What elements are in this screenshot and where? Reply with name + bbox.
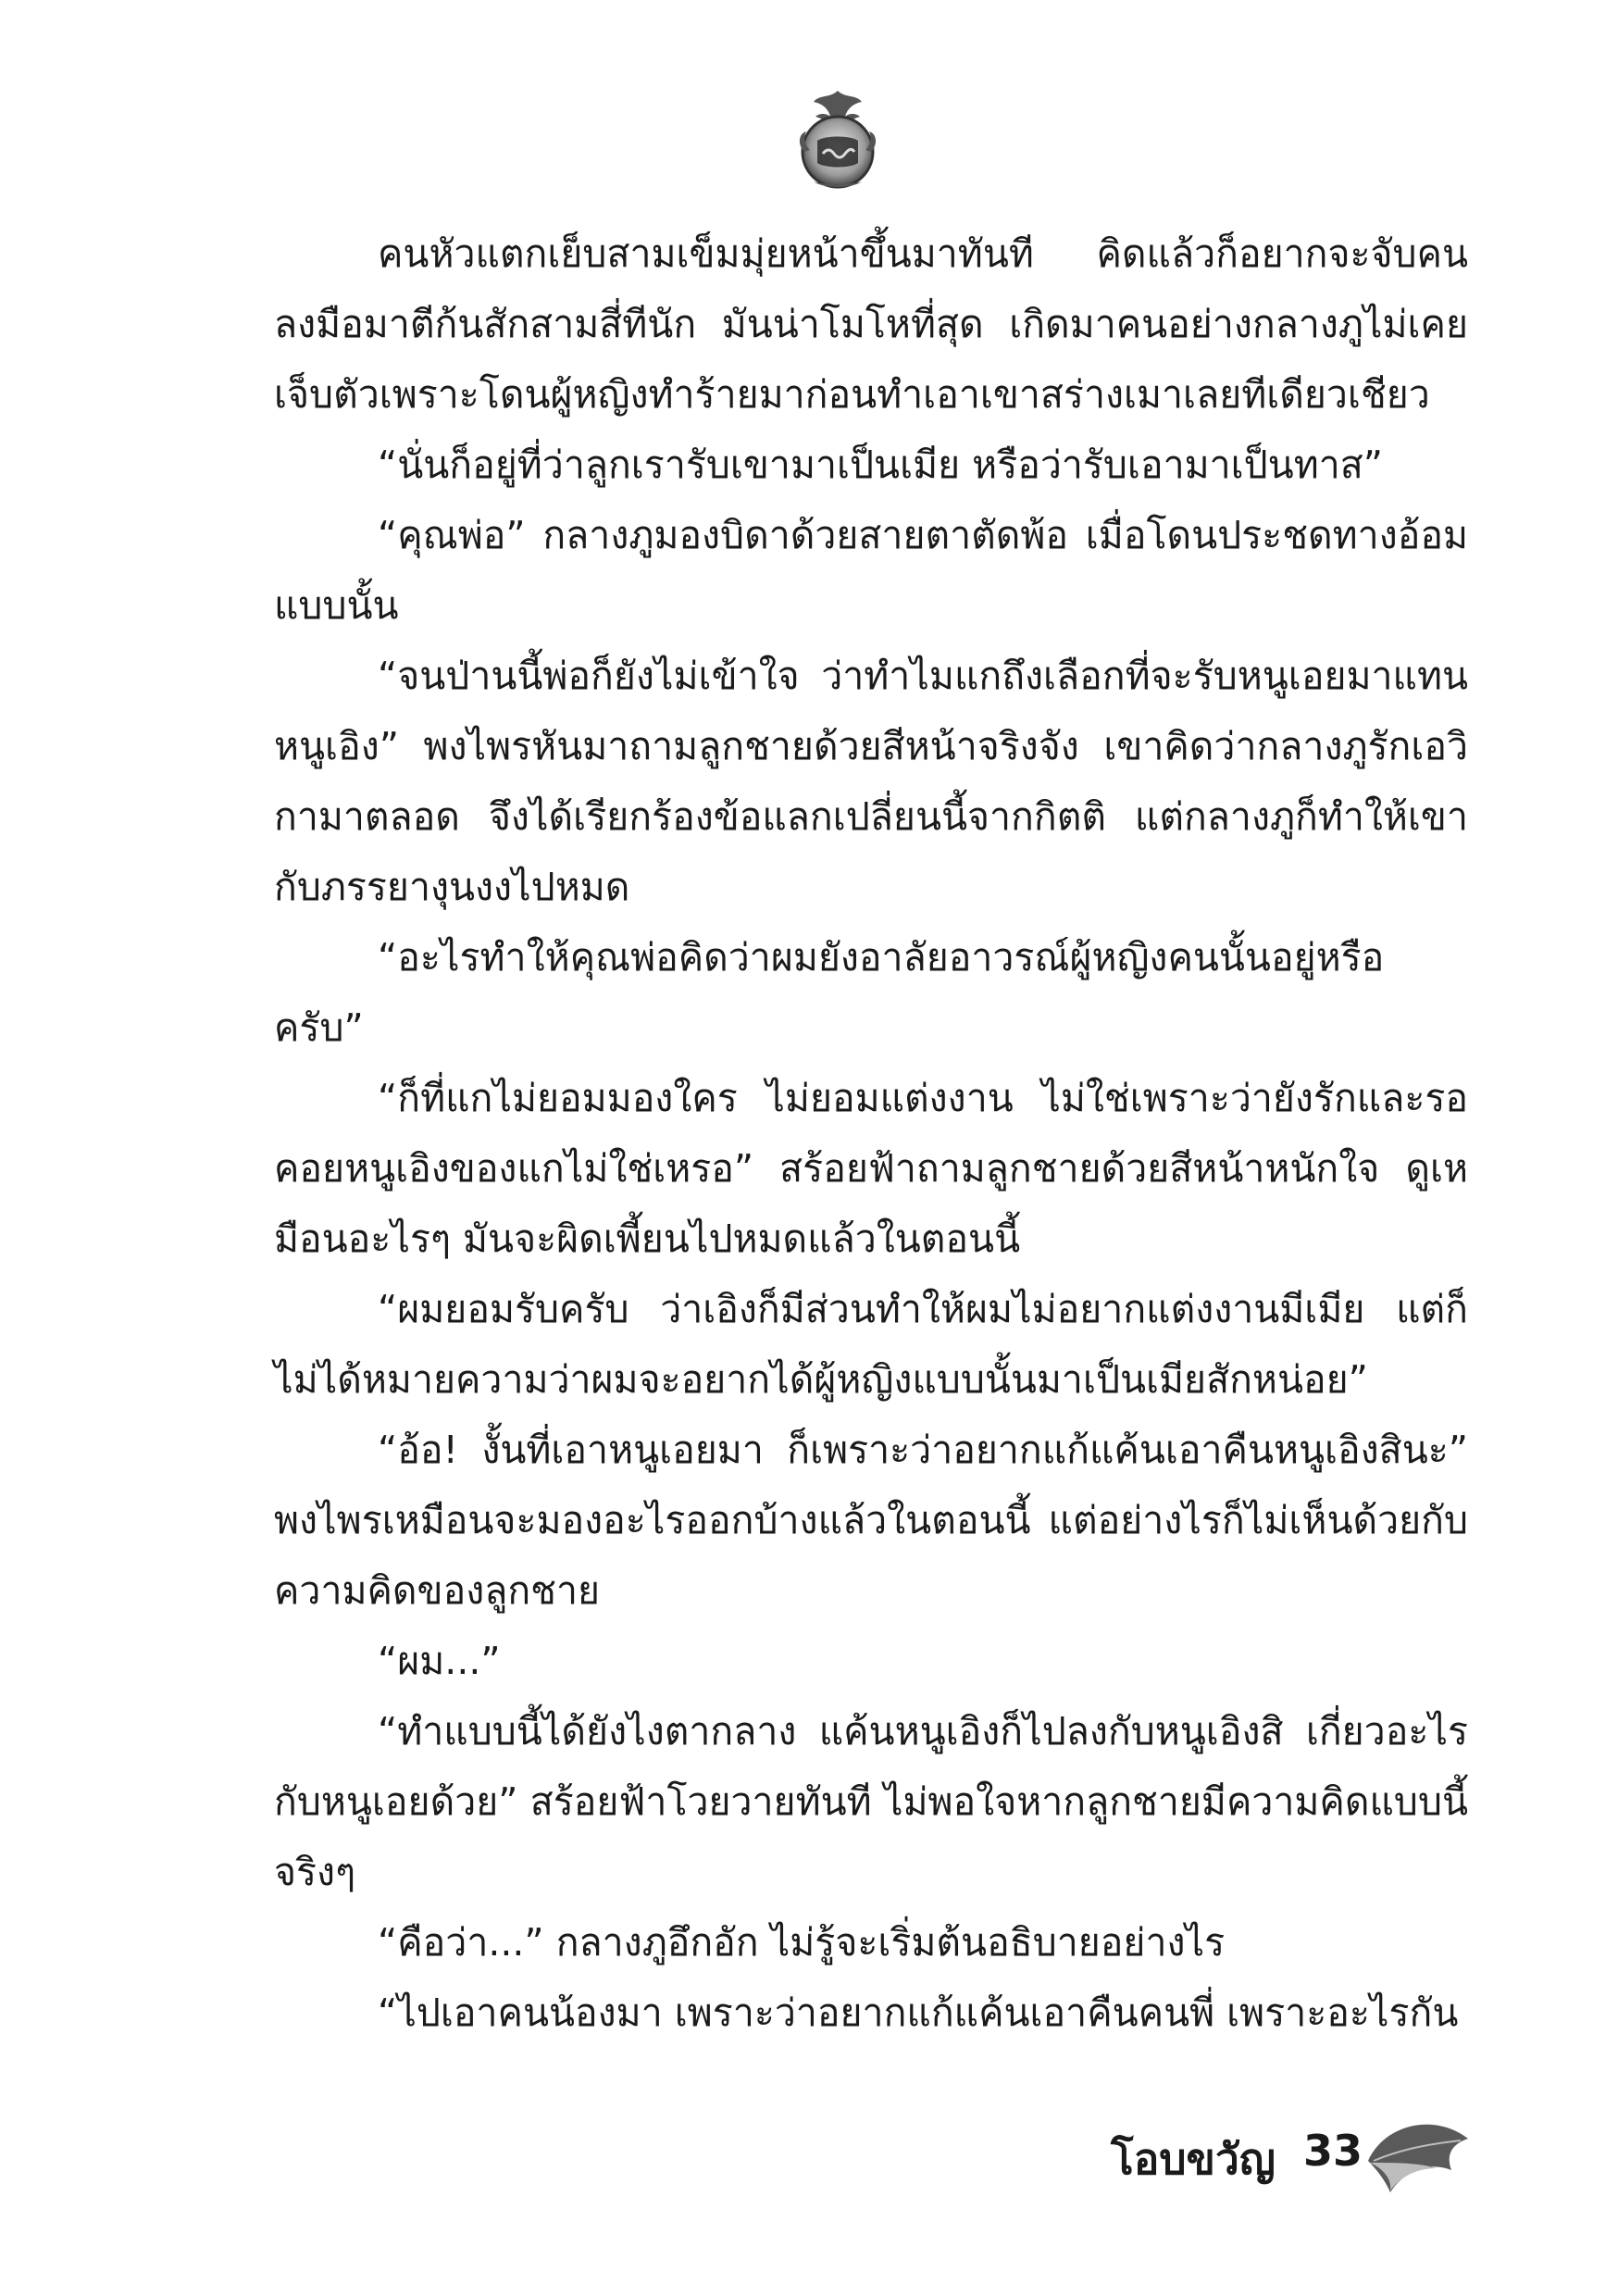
ornamental-crest-icon	[782, 85, 893, 196]
paragraph: “ก็ที่แกไม่ยอมมองใคร ไม่ยอมแต่งงาน ไม่ใช่เพราะว่ายังรักและรอคอยหนูเอิงของแกไม่ใช่เหรอ” สร้อยฟ้าถามลูกชายด้วยสีหน้าหนักใจ ดูเหมือนอะไรๆ มันจะผิดเพี้ยนไปหมดแล้วในตอนนี้	[274, 1076, 1468, 1261]
leaf-ornament-icon	[1363, 2107, 1474, 2200]
paragraph: “อะไรทำให้คุณพ่อคิดว่าผมยังอาลัยอาวรณ์ผู้หญิงคนนั้นอยู่หรือครับ”	[274, 935, 1385, 1050]
paragraph: “จนป่านนี้พ่อก็ยังไม่เข้าใจ ว่าทำไมแกถึงเลือกที่จะรับหนูเอยมาแทนหนูเอิง” พงไพรหันมาถามลูกชายด้วยสีหน้าจริงจัง เขาคิดว่ากลางภูรักเอวิกามาตลอด จึงได้เรียกร้องข้อแลกเปลี่ยนนี้จากกิตติ แต่กลางภูก็ทำให้เขากับภรรยางุนงงไปหมด	[274, 654, 1468, 909]
paragraph: “ผมยอมรับครับ ว่าเอิงก็มีส่วนทำให้ผมไม่อยากแต่งงานมีเมีย แต่ก็ไม่ได้หมายความว่าผมจะอยากได้ผู้หญิงแบบนั้นมาเป็นเมียสักหน่อย”	[274, 1287, 1468, 1402]
chapter-body	[274, 218, 1468, 2048]
paragraph: “อ้อ! งั้นที่เอาหนูเอยมา ก็เพราะว่าอยากแก้แค้นเอาคืนหนูเอิงสินะ” พงไพรเหมือนจะมองอะไรออกบ้างแล้วในตอนนี้ แต่อย่างไรก็ไม่เห็นด้วยกับความคิดของลูกชาย	[274, 1428, 1468, 1613]
paragraph: “คุณพ่อ” กลางภูมองบิดาด้วยสายตาตัดพ้อ เมื่อโดนประชดทางอ้อมแบบนั้น	[274, 513, 1468, 628]
page-number: 33	[1303, 2126, 1363, 2176]
paragraph: “ไปเอาคนน้องมา เพราะว่าอยากแก้แค้นเอาคืนคนพี่ เพราะอะไรกัน	[378, 1990, 1459, 2035]
paragraph: คนหัวแตกเย็บสามเข็มมุ่ยหน้าขึ้นมาทันที คิดแล้วก็อยากจะจับคนลงมือมาตีก้นสักสามสี่ทีนัก มันน่าโมโหที่สุด เกิดมาคนอย่างกลางภูไม่เคยเจ็บตัวเพราะโดนผู้หญิงทำร้ายมาก่อนทำเอาเขาสร่างเมาเลยทีเดียวเชียว	[274, 231, 1468, 417]
paragraph: “ทำแบบนี้ได้ยังไงตากลาง แค้นหนูเอิงก็ไปลงกับหนูเอิงสิ เกี่ยวอะไรกับหนูเอยด้วย” สร้อยฟ้าโวยวายทันที ไม่พอใจหากลูกชายมีความคิดแบบนี้จริงๆ	[274, 1709, 1468, 1894]
paragraph: “ผม...”	[378, 1639, 501, 1683]
paragraph: “นั่นก็อยู่ที่ว่าลูกเรารับเขามาเป็นเมีย หรือว่ารับเอามาเป็นทาส”	[378, 443, 1384, 487]
page-footer	[1111, 2100, 1481, 2202]
book-title: โอบขวัญ	[1111, 2134, 1276, 2184]
paragraph: “คือว่า...” กลางภูอึกอัก ไม่รู้จะเริ่มต้นอธิบายอย่างไร	[378, 1920, 1226, 1965]
